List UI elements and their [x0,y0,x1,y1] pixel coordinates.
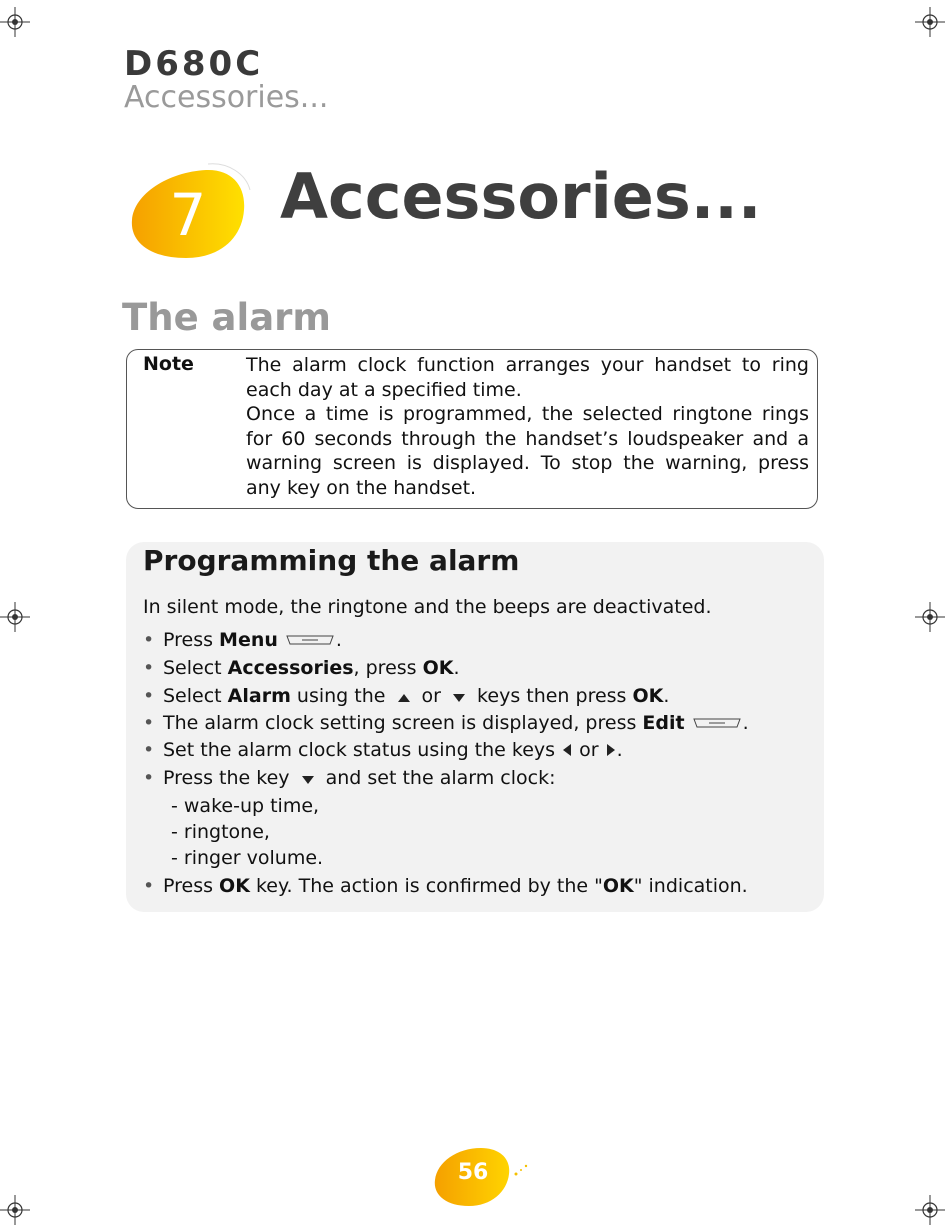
list-item: • Press Menu . [143,627,342,654]
registration-mark-icon [0,7,30,37]
chapter-number: 7 [169,181,207,249]
up-arrow-icon [398,683,410,710]
bullet: • [143,767,155,789]
bullet: • [143,657,155,679]
list-item: • Select Accessories, press OK. [143,655,460,682]
list-item: • Set the alarm clock status using the keys or . [143,737,623,764]
sub-list-item: - ringtone, [171,821,270,843]
running-header: Accessories... [124,80,329,115]
programming-title: Programming the alarm [143,544,520,577]
registration-mark-icon [915,7,945,37]
list-item: • Select Alarm using the or keys then press OK. [143,683,669,710]
bullet: • [143,712,155,734]
registration-mark-icon [0,1195,30,1225]
list-item: • Press the key and set the alarm clock: [143,765,556,792]
section-title: The alarm [122,296,331,339]
note-label: Note [143,353,194,375]
down-arrow-icon [302,765,314,792]
note-paragraph: Once a time is programmed, the selected ringtone rings for 60 seconds through the handset’s loudspeaker and a warning screen is displayed. To stop the warning, press any key on the handset. [246,403,809,499]
note-paragraph: The alarm clock function arranges your handset to ring each day at a specified time. [246,354,809,401]
sub-list-item: - ringer volume. [171,847,324,869]
page-number: 56 [457,1160,489,1185]
bullet: • [143,685,155,707]
sub-list-item: - wake-up time, [171,795,320,817]
registration-mark-icon [915,602,945,632]
right-arrow-icon [607,737,615,764]
softkey-icon [286,627,334,654]
chapter-title: Accessories... [280,160,762,233]
bullet: • [143,629,155,651]
registration-mark-icon [915,1195,945,1225]
bullet: • [143,875,155,897]
note-text [246,353,809,501]
list-item: • Press OK key. The action is confirmed by the "OK" indication. [143,873,748,900]
sparkle-icon [512,1162,530,1178]
list-item: • The alarm clock setting screen is displayed, press Edit . [143,710,749,737]
softkey-icon [693,710,741,737]
down-arrow-icon [453,683,465,710]
bullet: • [143,739,155,761]
left-arrow-icon [563,737,571,764]
registration-mark-icon [0,602,30,632]
model-name: D680C [124,44,264,84]
programming-intro: In silent mode, the ringtone and the beeps are deactivated. [143,596,712,618]
